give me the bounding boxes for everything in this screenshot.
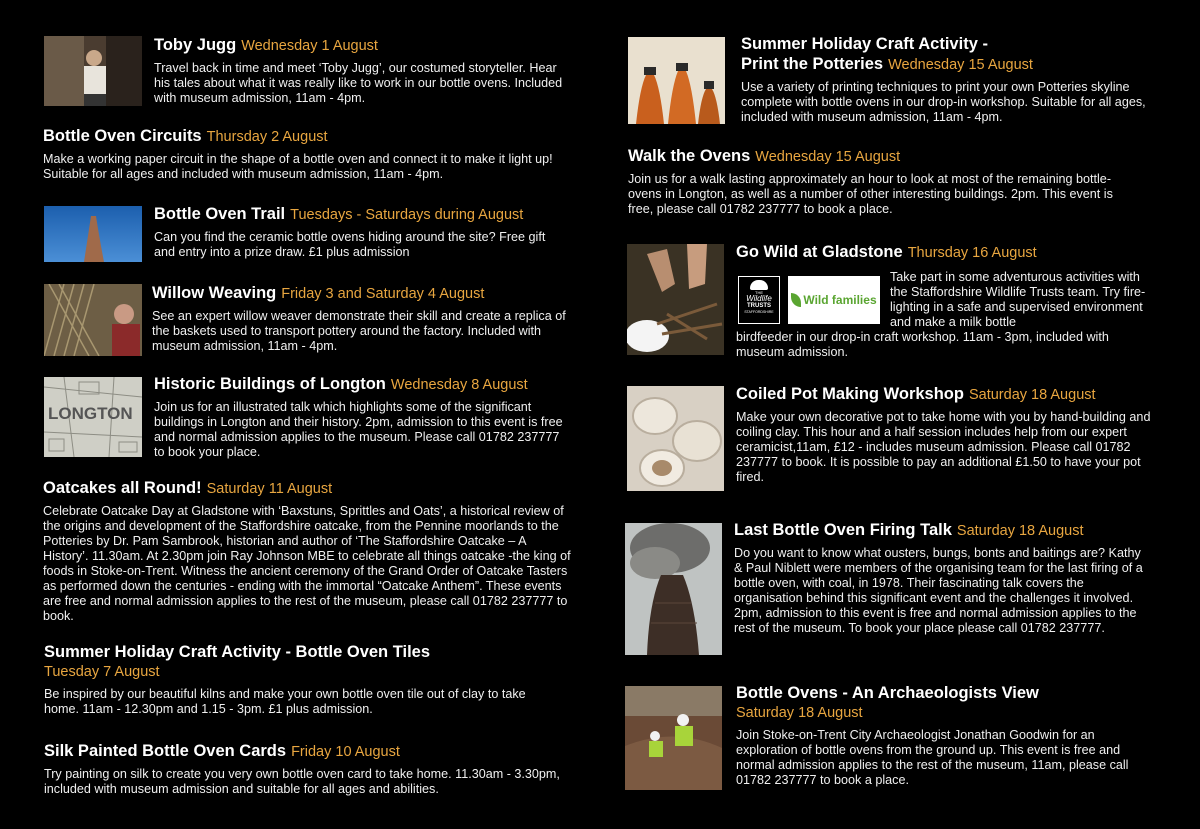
event-title-line1: Summer Holiday Craft Activity - bbox=[741, 35, 988, 53]
event-bottle-oven-circuits bbox=[43, 126, 573, 182]
event-date: Saturday 18 August bbox=[968, 387, 1096, 403]
event-description-continued: birdfeeder in our drop-in craft workshop. 11am - 3pm, included with museum admission. bbox=[736, 330, 1109, 359]
coiled-pot-photo bbox=[627, 386, 724, 491]
wild-families-logo: Wild families bbox=[788, 276, 880, 324]
event-title: Bottle Oven Circuits Thursday 2 August bbox=[43, 127, 328, 145]
event-last-firing-talk bbox=[734, 520, 1164, 636]
event-description: Join Stoke-on-Trent City Archaeologist Jonathan Goodwin for an exploration of bottle ovens from the ground up. This event is free and normal admission applies to the rest of the museum, 11am, please call 01782 237777 to book a place. bbox=[736, 728, 1129, 787]
event-willow-weaving bbox=[152, 283, 574, 354]
event-historic-buildings bbox=[154, 374, 574, 460]
event-print-the-potteries bbox=[741, 34, 1171, 125]
event-bottle-oven-tiles bbox=[44, 642, 574, 717]
badger-icon bbox=[750, 280, 768, 290]
toby-jugg-photo bbox=[44, 36, 142, 106]
event-date: Thursday 2 August bbox=[206, 129, 328, 145]
event-bottle-oven-trail bbox=[154, 204, 574, 260]
event-description: Travel back in time and meet ‘Toby Jugg’, our costumed storyteller. Hear his tales about what it was really like to work in our bottle ovens. Included with museum admission, 11am - 4pm. bbox=[154, 61, 563, 105]
event-title: Historic Buildings of Longton Wednesday 8 August bbox=[154, 375, 528, 393]
event-description: Join us for an illustrated talk which highlights some of the significant buildings in Longton and their history. 2pm, admission to this event is free and normal admission applies to the museum. Please call 01782 237777 to book your place. bbox=[154, 400, 563, 459]
event-description: Make your own decorative pot to take home with you by hand-building and coiling clay. This hour and a half session includes help from our expert ceramicist,11am, £12 - includes museum admission. Please call 01782 237777 to book. It is possible to pay an additional £1.50 to have your pot fired. bbox=[736, 410, 1151, 484]
event-title: Coiled Pot Making Workshop Saturday 18 August bbox=[736, 385, 1096, 403]
event-date: Saturday 18 August bbox=[736, 705, 863, 721]
longton-map-photo bbox=[44, 377, 142, 457]
event-title: Summer Holiday Craft Activity - Bottle Oven Tiles bbox=[44, 643, 431, 661]
event-title: Silk Painted Bottle Oven Cards Friday 10 August bbox=[44, 742, 400, 760]
event-title: Willow Weaving Friday 3 and Saturday 4 August bbox=[152, 284, 485, 302]
event-description: Be inspired by our beautiful kilns and make your own bottle oven tile out of clay to take home. 11am - 12.30pm and 1.15 - 3pm. £1 plus admission. bbox=[44, 687, 526, 716]
event-title: Last Bottle Oven Firing Talk Saturday 18 August bbox=[734, 521, 1084, 539]
event-description: Celebrate Oatcake Day at Gladstone with ‘Baxstuns, Sprittles and Oats’, a historical review of the origins and development of the Staffordshire oatcake, from the Pennine moorlands to the Potteries by Dr. Pam Sambrook, historian and author of ‘The Staffordshire Oatcake – A History’. 11.30am. At 2.30pm join Ray Johnson MBE to celebrate all things oatcake -the king of foods in Stoke-on-Trent. Witness the ancient ceremony of the Grand Order of Oatcake Tasters as performed down the centuries - ending with the immortal “Oatcake Anthem”. These events are free and normal admission applies to the rest of the museum, please call 01782 237777 to book. bbox=[43, 504, 571, 623]
event-date: Saturday 11 August bbox=[206, 481, 333, 497]
event-oatcakes bbox=[43, 478, 573, 624]
event-description: Use a variety of printing techniques to print your own Potteries skyline complete with bottle ovens in our drop-in workshop. Suitable for all ages, included with museum admission, 11am - 4pm. bbox=[741, 80, 1146, 124]
archaeology-photo bbox=[625, 686, 722, 790]
event-date: Tuesdays - Saturdays during August bbox=[290, 207, 524, 223]
event-date: Saturday 18 August bbox=[956, 523, 1084, 539]
event-date: Tuesday 7 August bbox=[44, 664, 160, 680]
event-coiled-pot bbox=[736, 384, 1166, 485]
event-date: Wednesday 15 August bbox=[888, 57, 1033, 73]
leaf-icon bbox=[791, 293, 801, 307]
map-label: LONGTON bbox=[48, 404, 133, 423]
event-description: Make a working paper circuit in the shape of a bottle oven and connect it to make it light up! Suitable for all ages and included with museum admission, 11am - 4pm. bbox=[43, 152, 553, 181]
event-go-wild bbox=[736, 242, 1166, 263]
wildlife-trusts-logo: THE Wildlife TRUSTS STAFFORDSHIRE bbox=[738, 276, 780, 324]
event-description: Try painting on silk to create you very own bottle oven card to take home. 11.30am - 3.30pm, included with museum admission and suitable for all ages and abilities. bbox=[44, 767, 560, 796]
event-description: Take part in some adventurous activities with the Staffordshire Wildlife Trusts team. Try fire-lighting in a safe and supervised environment and make a milk bottle bbox=[890, 270, 1146, 329]
event-walk-the-ovens bbox=[628, 146, 1168, 217]
event-date: Wednesday 8 August bbox=[390, 377, 528, 393]
event-description: Do you want to know what ousters, bungs, bonts and baitings are? Kathy & Paul Niblett were members of the organising team for the last firing of a bottle oven, with coal, in 1978. Their fascinating talk covers the organisation behind this significant event and the challenges it involved. 2pm, admission to this event is free and normal admission applies to the rest of the museum. To book your place please call 01782 237777. bbox=[734, 546, 1143, 635]
go-wild-photo bbox=[627, 244, 724, 355]
event-title: Go Wild at Gladstone Thursday 16 August bbox=[736, 243, 1037, 261]
event-date: Friday 10 August bbox=[291, 744, 400, 760]
print-potteries-photo bbox=[628, 37, 725, 124]
event-title: Print the Potteries Wednesday 15 August bbox=[741, 55, 1033, 73]
event-description: See an expert willow weaver demonstrate their skill and create a replica of the baskets used to transport pottery around the factory. Included with museum admission, 11am - 4pm. bbox=[152, 309, 566, 353]
event-date: Wednesday 1 August bbox=[241, 38, 378, 54]
event-title: Bottle Oven Trail Tuesdays - Saturdays during August bbox=[154, 205, 524, 223]
event-date: Thursday 16 August bbox=[907, 245, 1037, 261]
willow-weaving-photo bbox=[44, 284, 142, 356]
event-toby-jugg bbox=[154, 35, 574, 106]
event-title: Bottle Ovens - An Archaeologists View bbox=[736, 684, 1039, 702]
event-description: Can you find the ceramic bottle ovens hiding around the site? Free gift and entry into a prize draw. £1 plus admission bbox=[154, 230, 546, 259]
event-title: Walk the Ovens Wednesday 15 August bbox=[628, 147, 901, 165]
event-title: Oatcakes all Round! Saturday 11 August bbox=[43, 479, 333, 497]
event-date: Friday 3 and Saturday 4 August bbox=[281, 286, 485, 302]
event-description: Join us for a walk lasting approximately an hour to look at most of the remaining bottle-ovens in Longton, as well as a number of other interesting buildings. 2pm. This event is free, please call 01782 237777 to book a place. bbox=[628, 172, 1113, 216]
event-title: Toby Jugg Wednesday 1 August bbox=[154, 36, 378, 54]
last-firing-photo bbox=[625, 523, 722, 655]
event-date: Wednesday 15 August bbox=[755, 149, 901, 165]
event-silk-painted-cards bbox=[44, 741, 574, 797]
event-archaeologists-view bbox=[736, 683, 1166, 788]
bottle-oven-trail-photo bbox=[44, 206, 142, 262]
